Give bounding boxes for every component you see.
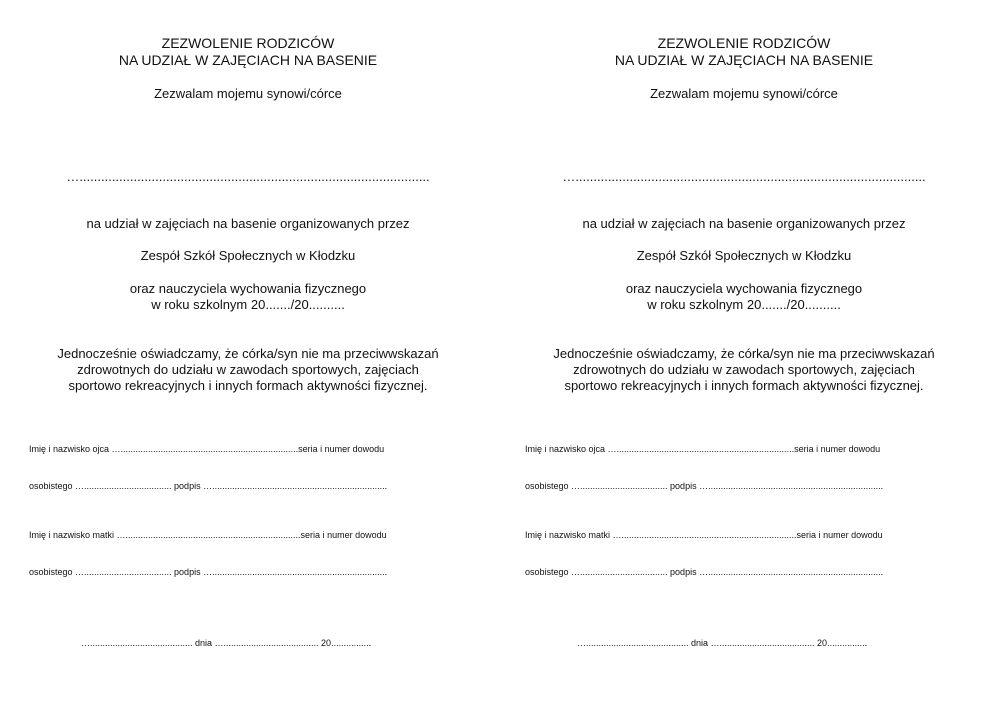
school-name: Zespół Szkół Społecznych w Kłodzku [636, 248, 852, 263]
father-name-id-field[interactable]: Imię i nazwisko ojca ….......................................................................seria i numer dowodu [29, 444, 385, 454]
father-name-id-field[interactable]: Imię i nazwisko ojca ….......................................................................seria i numer dowodu [525, 444, 881, 454]
father-id-signature-field[interactable]: osobistego …................................... podpis …...................................................................... [29, 481, 388, 491]
school-year-field[interactable]: w roku szkolnym 20......./20.......... [151, 297, 345, 312]
declaration-line1: Jednocześnie oświadczamy, że córka/syn nie ma przeciwwskazań [57, 346, 439, 361]
form-title-line2: NA UDZIAŁ W ZAJĘCIACH NA BASENIE [614, 52, 874, 68]
declaration-line1: Jednocześnie oświadczamy, że córka/syn nie ma przeciwwskazań [553, 346, 935, 361]
form-title-line1: ZEZWOLENIE RODZICÓW [657, 35, 831, 51]
teacher-text-line1: oraz nauczyciela wychowania fizycznego [625, 281, 863, 296]
teacher-text-line1: oraz nauczyciela wychowania fizycznego [129, 281, 367, 296]
mother-id-signature-field[interactable]: osobistego …................................... podpis …...................................................................... [525, 567, 884, 577]
declaration-line3: sportowo rekreacyjnych i innych formach aktywności fizycznej. [68, 378, 428, 393]
child-name-field[interactable]: …................................................................................................. [66, 169, 430, 184]
school-year-field[interactable]: w roku szkolnym 20......./20.......... [647, 297, 841, 312]
form-title-line1: ZEZWOLENIE RODZICÓW [161, 35, 335, 51]
place-date-field[interactable]: …......................................... dnia …...................................... 20................ [577, 638, 868, 648]
mother-id-signature-field[interactable]: osobistego …................................... podpis …...................................................................... [29, 567, 388, 577]
permit-text: Zezwalam mojemu synowi/córce [154, 86, 342, 101]
mother-name-id-field[interactable]: Imię i nazwisko matki …......................................................................seria i numer dowodu [525, 530, 883, 540]
father-id-signature-field[interactable]: osobistego …................................... podpis …...................................................................... [525, 481, 884, 491]
permission-form-right [512, 0, 992, 701]
mother-name-id-field[interactable]: Imię i nazwisko matki …......................................................................seria i numer dowodu [29, 530, 387, 540]
declaration-line3: sportowo rekreacyjnych i innych formach aktywności fizycznej. [564, 378, 924, 393]
participation-text: na udział w zajęciach na basenie organizowanych przez [86, 216, 410, 231]
place-date-field[interactable]: …......................................... dnia …...................................... 20................ [81, 638, 372, 648]
declaration-line2: zdrowotnych do udziału w zawodach sportowych, zajęciach [77, 362, 419, 377]
form-title-line2: NA UDZIAŁ W ZAJĘCIACH NA BASENIE [118, 52, 378, 68]
school-name: Zespół Szkół Społecznych w Kłodzku [140, 248, 356, 263]
permit-text: Zezwalam mojemu synowi/córce [650, 86, 838, 101]
permission-form-left [16, 0, 496, 701]
child-name-field[interactable]: …................................................................................................. [562, 169, 926, 184]
declaration-line2: zdrowotnych do udziału w zawodach sportowych, zajęciach [573, 362, 915, 377]
participation-text: na udział w zajęciach na basenie organizowanych przez [582, 216, 906, 231]
